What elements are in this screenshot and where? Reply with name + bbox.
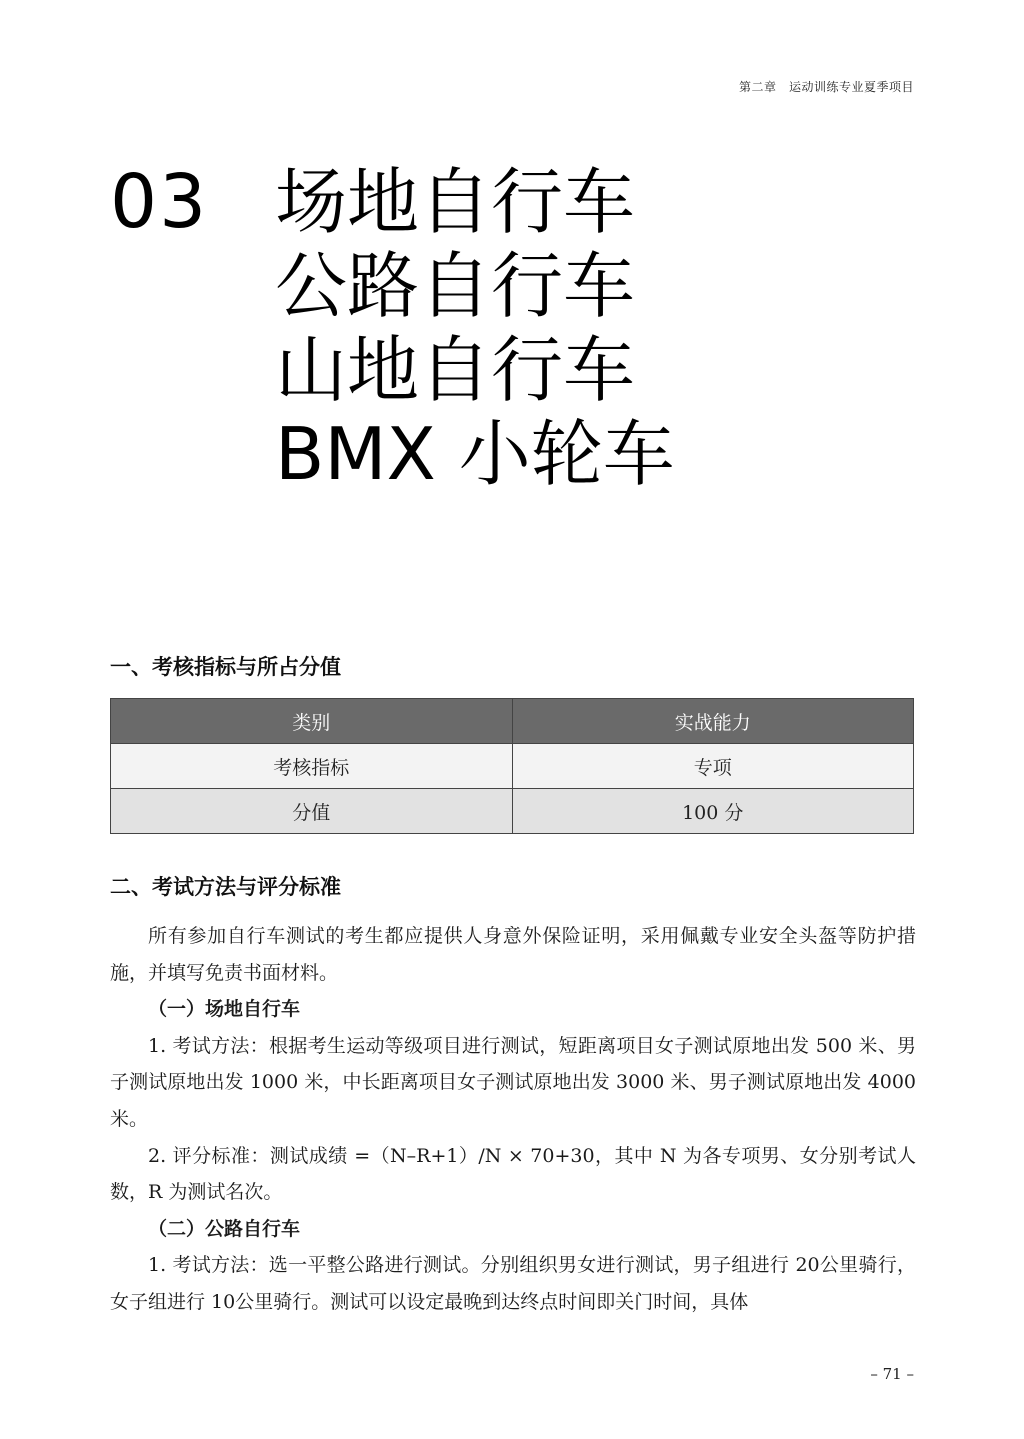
- track-method-paragraph: 1. 考试方法：根据考生运动等级项目进行测试，短距离项目女子测试原地出发 500 米、男子测试原地出发 1000 米，中长距离项目女子测试原地出发 3000 米、男子测试原地出发 4000 米。: [110, 1034, 916, 1130]
- table-cell: 专项: [512, 744, 914, 789]
- chapter-title-line: BMX 小轮车: [275, 412, 675, 496]
- table-cell: 100 分: [512, 789, 914, 834]
- table-row: [111, 744, 914, 789]
- table-row: [111, 789, 914, 834]
- page-number: – 71 –: [870, 1365, 914, 1383]
- track-scoring-paragraph: 2. 评分标准：测试成绩 =（N–R+1）/N × 70+30，其中 N 为各专项男、女分别考试人数，R 为测试名次。: [110, 1144, 916, 1204]
- table-header-row: [111, 699, 914, 744]
- running-head: 第二章 运动训练专业夏季项目: [738, 80, 914, 94]
- intro-paragraph: 所有参加自行车测试的考生都应提供人身意外保险证明，采用佩戴专业安全头盔等防护措施，并填写免责书面材料。: [110, 925, 916, 984]
- table-header-cell: 实战能力: [512, 699, 914, 744]
- chapter-title-line: 公路自行车: [275, 244, 636, 328]
- body-text: [110, 918, 916, 1321]
- chapter-title-line: 场地自行车: [275, 160, 636, 244]
- chapter-number: 03: [110, 159, 209, 245]
- table-cell: 考核指标: [111, 744, 513, 789]
- subsection-title-road: （二）公路自行车: [148, 1217, 301, 1240]
- road-method-paragraph: 1. 考试方法：选一平整公路进行测试。分别组织男女进行测试，男子组进行 20公里骑行，女子组进行 10公里骑行。测试可以设定最晚到达终点时间即关门时间，具体: [110, 1254, 916, 1313]
- subsection-title-track: （一）场地自行车: [148, 998, 301, 1021]
- score-table: [110, 698, 914, 834]
- table-header-cell: 类别: [111, 699, 513, 744]
- chapter-title-line: 山地自行车: [275, 328, 636, 412]
- section-heading-assessment: 一、考核指标与所占分值: [110, 654, 341, 679]
- section-heading-exam-method: 二、考试方法与评分标准: [110, 874, 341, 899]
- chapter-title: [275, 160, 675, 496]
- table-cell: 分值: [111, 789, 513, 834]
